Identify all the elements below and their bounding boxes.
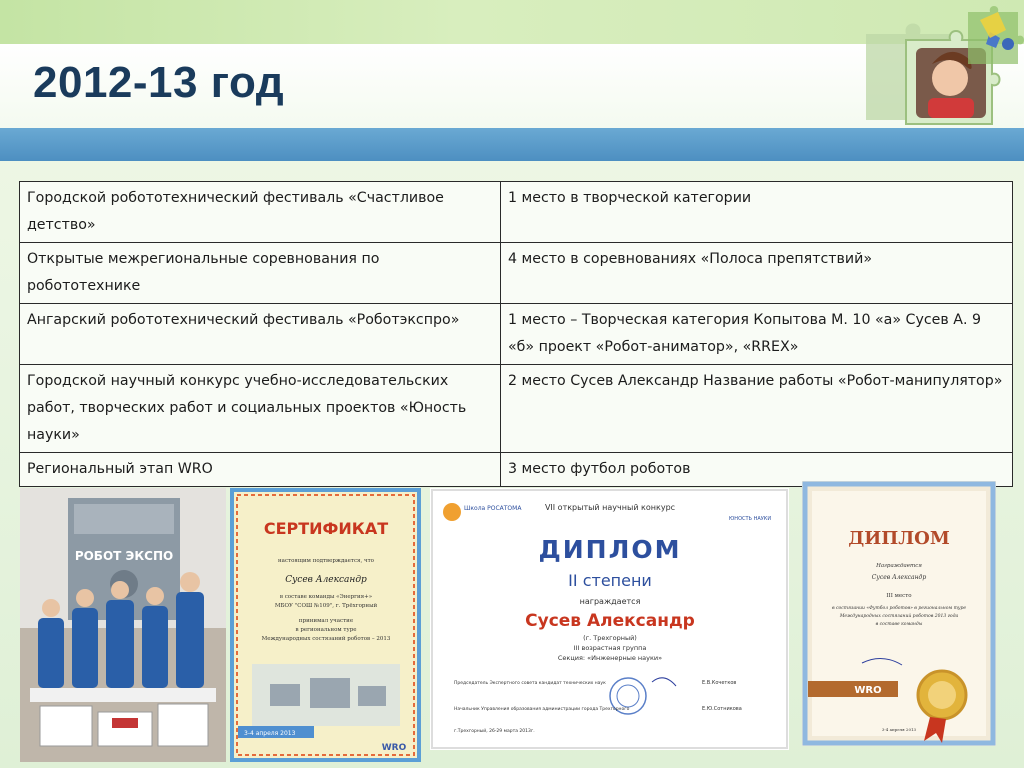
certificate-line: настоящим подтверждается, что <box>278 558 374 564</box>
science-logo: ЮНОСТЬ НАУКИ <box>728 516 772 522</box>
diploma-ii-degree-image <box>430 488 789 750</box>
certificate-line: в составе команды «Энергия+» <box>279 594 373 600</box>
event-cell: Городской научный конкурс учебно-исследовательских работ, творческих работ и социальных проектов «Юность науки» <box>20 365 501 453</box>
diploma-heading: ДИПЛОМ <box>538 535 682 564</box>
certificate-line: Международных состязаний роботов – 2013 <box>261 636 391 642</box>
diploma-header: VII открытый научный конкурс <box>544 503 676 512</box>
certificate-image <box>230 488 421 762</box>
signature-label: Председатель Экспертного совета кандидат технических наук <box>454 681 606 686</box>
diploma-wro-image <box>802 481 996 746</box>
wro-logo: WRO <box>381 743 407 753</box>
diploma-section: Секция: «Инженерные науки» <box>557 654 663 662</box>
school-logo: Школа РОСАТОМА <box>464 505 522 512</box>
result-cell: 2 место Сусев Александр Название работы «Робот-манипулятор» <box>501 365 1013 453</box>
diploma-heading: ДИПЛОМ <box>848 528 950 549</box>
banner-text: РОБОТ ЭКСПО <box>74 549 174 563</box>
wro-logo: WRO <box>854 685 882 696</box>
event-cell: Региональный этап WRO <box>20 453 501 487</box>
certificate-heading: СЕРТИФИКАТ <box>263 519 389 538</box>
table-row <box>20 365 1013 453</box>
event-cell: Открытые межрегиональные соревнования по робототехнике <box>20 243 501 304</box>
diploma-line: Международных состязаний роботов 2013 года <box>839 614 959 619</box>
diploma-name: Сусев Александр <box>871 574 927 581</box>
diploma-line: в состязании «Футбол роботов» в региональном туре <box>831 606 967 611</box>
diploma-name: Сусев Александр <box>525 611 695 631</box>
result-cell: 3 место футбол роботов <box>501 453 1013 487</box>
table-row <box>20 304 1013 365</box>
diploma-place: III место <box>886 593 912 599</box>
diploma-city: (г. Трехгорный) <box>583 634 637 642</box>
signature-name: Е.Ю.Сотникова <box>702 706 742 712</box>
diploma-date: 3-4 апреля 2013 <box>881 727 917 732</box>
signature-label: Начальник Управления образования администрации города Трехгорного <box>454 707 630 712</box>
event-cell: Городской робототехнический фестиваль «Счастливое детство» <box>20 182 501 243</box>
certificate-line: МБОУ "СОШ №109", г. Трёхгорный <box>274 603 378 609</box>
puzzle-image <box>858 4 1024 128</box>
results-table <box>19 181 1013 487</box>
table-row <box>20 182 1013 243</box>
team-photo <box>20 488 226 762</box>
diploma-degree: II степени <box>568 571 652 590</box>
diploma-line: в составе команды <box>875 622 923 627</box>
table-row <box>20 243 1013 304</box>
diploma-awarded: награждается <box>579 597 641 606</box>
event-cell: Ангарский робототехнический фестиваль «Роботэкспро» <box>20 304 501 365</box>
blue-accent-band <box>0 128 1024 161</box>
certificate-date: 3-4 апреля 2013 <box>244 730 296 737</box>
slide-title: 2012-13 год <box>33 58 285 107</box>
certificate-line: принимал участие <box>298 618 354 624</box>
diploma-footer: г.Трехгорный, 26-29 марта 2013г. <box>454 729 535 734</box>
result-cell: 4 место в соревнованиях «Полоса препятствий» <box>501 243 1013 304</box>
certificate-name: Сусев Александр <box>285 575 367 585</box>
diploma-group: III возрастная группа <box>573 644 647 652</box>
result-cell: 1 место в творческой категории <box>501 182 1013 243</box>
result-cell: 1 место – Творческая категория Копытова М. 10 «а» Сусев А. 9 «б» проект «Робот-аниматор», «RREX» <box>501 304 1013 365</box>
certificate-line: в региональном туре <box>295 627 357 633</box>
diploma-awarded: Награждается <box>876 563 922 569</box>
signature-name: Е.В.Кочетков <box>702 680 737 686</box>
